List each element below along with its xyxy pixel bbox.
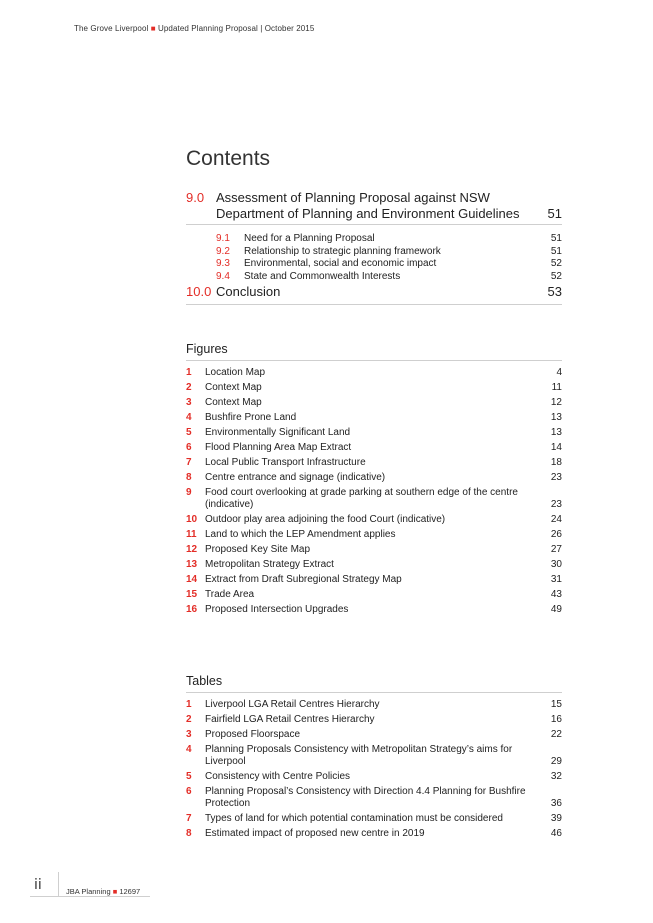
figure-title: Metropolitan Strategy Extract [205,559,334,570]
figure-page: 18 [550,457,562,468]
figure-page: 12 [550,397,562,408]
table-entry[interactable] [186,744,562,768]
table-number: 6 [186,786,192,797]
table-page: 32 [550,771,562,782]
table-number: 2 [186,714,192,725]
figure-number: 3 [186,397,192,408]
subsection-title: Need for a Planning Proposal [244,233,375,244]
table-title: Planning Proposals Consistency with Metropolitan Strategy’s aims for Liverpool [205,744,513,767]
figure-page: 24 [550,514,562,525]
figure-title: Proposed Intersection Upgrades [205,604,349,615]
table-title: Fairfield LGA Retail Centres Hierarchy [205,714,375,725]
figure-number: 16 [186,604,198,615]
table-title: Proposed Floorspace [205,729,301,740]
figure-entry[interactable] [186,574,562,586]
divider [186,304,562,305]
figure-page: 13 [550,412,562,423]
section-number: 9.0 [186,190,205,205]
figure-title: Centre entrance and signage (indicative) [205,472,386,483]
figures-title: Figures [186,342,228,356]
figure-page: 31 [550,574,562,585]
figure-number: 15 [186,589,198,600]
table-page: 39 [550,813,562,824]
figure-title: Context Map [205,382,262,393]
table-title: Types of land for which potential contamination must be considered [205,813,503,824]
figure-entry[interactable] [186,382,562,394]
header-separator: | [260,24,263,33]
table-title: Planning Proposal’s Consistency with Direction 4.4 Planning for Bushfire Protection [205,786,526,809]
figure-entry[interactable] [186,487,562,511]
figure-entry[interactable] [186,559,562,571]
subsection-page: 52 [550,270,562,282]
divider [186,692,562,693]
figure-entry[interactable] [186,514,562,526]
table-title: Liverpool LGA Retail Centres Hierarchy [205,699,380,710]
figure-title: Flood Planning Area Map Extract [205,442,352,453]
figure-number: 10 [186,514,198,525]
toc-subsection-9-1[interactable] [186,233,562,246]
figure-entry[interactable] [186,427,562,439]
footer-divider [58,872,59,896]
figure-title: Environmentally Significant Land [205,427,351,438]
section-number: 10.0 [186,284,212,299]
figure-number: 1 [186,367,192,378]
figure-number: 6 [186,442,192,453]
subsection-title: Relationship to strategic planning framework [244,245,441,257]
figure-number: 5 [186,427,192,438]
divider [186,224,562,225]
figure-page: 26 [550,529,562,540]
figure-page: 14 [550,442,562,453]
footer-label [66,887,140,896]
subsection-number: 9.3 [216,258,230,269]
footer-bullet: ■ [112,887,118,896]
figure-title: Location Map [205,367,266,378]
table-number: 4 [186,744,192,755]
figure-page: 23 [550,499,562,510]
table-entry[interactable] [186,786,562,810]
table-entry[interactable] [186,699,562,711]
figure-entry[interactable] [186,589,562,601]
figure-page: 30 [550,559,562,570]
table-entry[interactable] [186,771,562,783]
figure-number: 11 [186,529,197,540]
figure-title: Land to which the LEP Amendment applies [205,529,396,540]
table-title: Estimated impact of proposed new centre in 2019 [205,828,425,839]
toc-subsection-9-3[interactable] [186,258,562,271]
figure-number: 13 [186,559,198,570]
figure-title: Trade Area [205,589,255,600]
toc-subsection-9-2[interactable] [186,246,562,259]
subsection-page: 52 [550,258,562,269]
subsection-page: 51 [550,233,562,244]
figure-page: 13 [550,427,562,438]
header-doc-name: The Grove Liverpool [74,24,149,33]
table-number: 5 [186,771,192,782]
table-number: 7 [186,813,192,824]
figure-page: 27 [550,544,562,555]
figure-page: 49 [550,604,562,615]
figure-title: Proposed Key Site Map [205,544,311,555]
figure-number: 14 [186,574,198,585]
figure-title: Bushfire Prone Land [205,412,297,423]
figures-list [186,342,562,619]
figure-entry[interactable] [186,442,562,454]
figure-number: 12 [186,544,198,555]
subsection-number: 9.1 [216,233,230,244]
section-page: 53 [547,284,562,299]
table-page: 16 [550,714,562,725]
table-entry[interactable] [186,729,562,741]
subsection-title: Environmental, social and economic impact [244,258,437,269]
table-entry[interactable] [186,813,562,825]
figure-entry[interactable] [186,604,562,616]
contents-title: Contents [186,147,271,170]
header-bullet: ■ [150,24,156,33]
figure-number: 8 [186,472,192,483]
table-entry[interactable] [186,828,562,840]
table-page: 22 [550,729,562,740]
figure-title: Outdoor play area adjoining the food Court (indicative) [205,514,446,525]
footer-job-number: 12697 [119,887,141,896]
toc-subsection-9-4[interactable] [186,271,562,284]
figure-title: Local Public Transport Infrastructure [205,457,366,468]
section-title: Conclusion [216,284,281,299]
table-page: 15 [550,699,562,710]
figure-page: 23 [550,472,562,483]
figure-entry[interactable] [186,529,562,541]
footer-rule [30,896,150,897]
table-number: 3 [186,729,192,740]
figure-entry[interactable] [186,367,562,379]
page-header [74,24,314,33]
figure-entry[interactable] [186,412,562,424]
table-page: 36 [550,798,562,809]
table-number: 8 [186,828,192,839]
figure-entry[interactable] [186,397,562,409]
figure-page: 43 [550,589,562,600]
toc-section-9[interactable] [186,190,562,283]
footer-company: JBA Planning [66,887,111,896]
figure-number: 7 [186,457,192,468]
table-entry[interactable] [186,714,562,726]
table-number: 1 [186,699,192,710]
figure-title: Food court overlooking at grade parking at southern edge of the centre (indicative) [205,487,518,510]
divider [186,360,562,361]
subsection-number: 9.2 [216,245,230,257]
figure-entry[interactable] [186,544,562,556]
figure-number: 2 [186,382,192,393]
table-page: 46 [550,828,562,839]
header-doc-title: Updated Planning Proposal [157,24,258,33]
page-number: ii [34,877,42,893]
subsection-title: State and Commonwealth Interests [244,270,401,282]
table-page: 29 [550,756,562,767]
section-title: Assessment of Planning Proposal against NSW Department of Planning and Environment Guidelines [216,190,520,221]
figure-number: 4 [186,412,192,423]
figure-page: 4 [556,367,562,378]
subsection-page: 51 [550,245,562,257]
figure-title: Context Map [205,397,262,408]
figure-title: Extract from Draft Subregional Strategy Map [205,574,402,585]
header-date: October 2015 [264,24,315,33]
figure-page: 11 [551,382,562,393]
figure-entry[interactable] [186,457,562,469]
tables-list [186,674,562,843]
section-page: 51 [547,206,562,221]
figure-entry[interactable] [186,472,562,484]
tables-title: Tables [186,674,223,688]
figure-number: 9 [186,487,192,498]
table-title: Consistency with Centre Policies [205,771,351,782]
subsection-number: 9.4 [216,270,230,282]
toc-section-10[interactable] [186,284,562,305]
